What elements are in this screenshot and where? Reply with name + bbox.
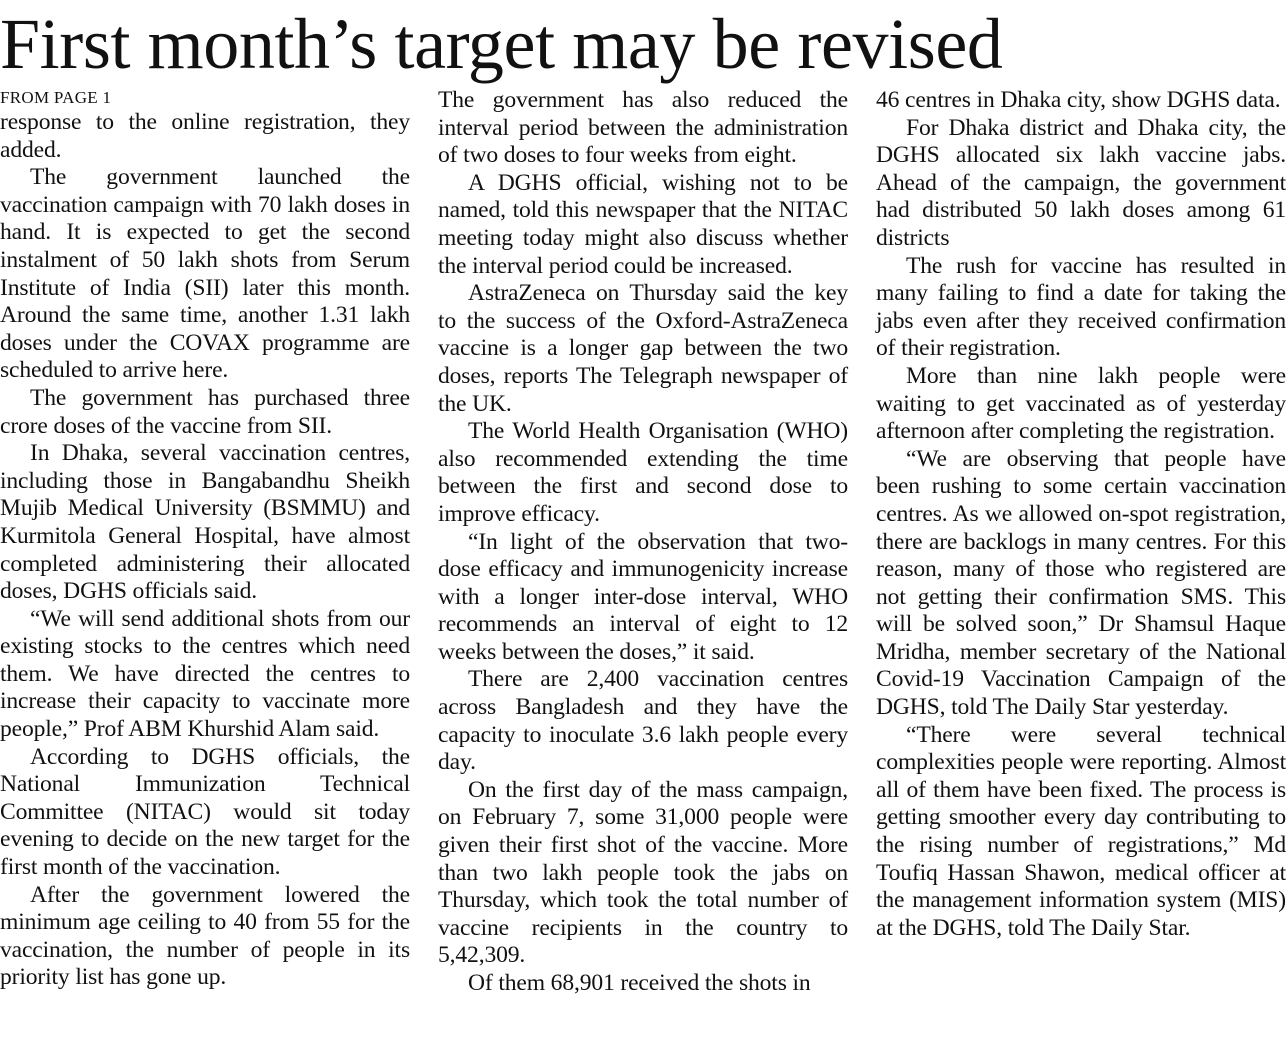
- paragraph: AstraZeneca on Thursday said the key to the success of the Oxford-AstraZeneca vaccine is a longer gap between the two doses, reports The Telegraph newspaper of the UK.: [438, 280, 848, 417]
- paragraph: The World Health Organisation (WHO) also recommended extending the time between the first and second dose to improve efficacy.: [438, 418, 848, 527]
- paragraph: There are 2,400 vaccination centres across Bangladesh and they have the capacity to inoculate 3.6 lakh people every day.: [438, 666, 848, 776]
- continued-from-label: FROM PAGE 1: [0, 88, 112, 107]
- paragraph: Of them 68,901 received the shots in: [468, 970, 811, 996]
- paragraph: The government launched the vaccination campaign with 70 lakh doses in hand. It is expected to get the second instalment of 50 lakh shots from Serum Institute of India (SII) later this month. Around the same time, another 1.31 lakh doses under the COVAX programme are scheduled to arrive here.: [0, 164, 410, 384]
- paragraph: The government has purchased three crore doses of the vaccine from SII.: [0, 384, 410, 439]
- paragraph: “We are observing that people have been rushing to some certain vaccination centres. As we allowed on-spot registration, there are backlogs in many centres. For this reason, many of those who registered are not getting their confirmation SMS. This will be solved soon,” Dr Shamsul Haque Mridha, member secretary of the National Covid-19 Vaccination Campaign of the DGHS, told The Daily Star yesterday.: [876, 445, 1286, 721]
- headline: First month’s target may be revised: [0, 4, 1003, 84]
- article-column-2: [438, 87, 848, 998]
- paragraph: A DGHS official, wishing not to be named, told this newspaper that the NITAC meeting today might also discuss whether the interval period could be increased.: [438, 169, 848, 279]
- paragraph: response to the online registration, they added.: [0, 109, 410, 163]
- paragraph: “There were several technical complexities people were reporting. Almost all of them have been fixed. The process is getting smoother every day contributing to the rising number of registrations,” Md Toufiq Hassan Shawon, medical officer at the management information system (MIS) at the DGHS, told The Daily Star.: [876, 721, 1286, 941]
- paragraph: According to DGHS officials, the National Immunization Technical Committee (NITAC) would sit today evening to decide on the new target for the first month of the vaccination.: [0, 743, 410, 881]
- paragraph: “In light of the observation that two-dose efficacy and immunogenicity increase with a longer inter-dose interval, WHO recommends an interval of eight to 12 weeks between the doses,” it said.: [438, 528, 848, 665]
- paragraph: In Dhaka, several vaccination centres, including those in Bangabandhu Sheikh Mujib Medical University (BSMMU) and Kurmitola General Hospital, have almost completed administering their allocated doses, DGHS officials said.: [0, 440, 410, 605]
- article-column-1: [0, 87, 410, 992]
- paragraph: For Dhaka district and Dhaka city, the DGHS allocated six lakh vaccine jabs. Ahead of the campaign, the government had distributed 50 lakh doses among 61 districts: [876, 114, 1286, 251]
- paragraph: More than nine lakh people were waiting to get vaccinated as of yesterday afternoon after completing the registration.: [876, 362, 1286, 445]
- paragraph: The government has also reduced the interval period between the administration of two doses to four weeks from eight.: [438, 87, 848, 169]
- paragraph: 46 centres in Dhaka city, show DGHS data.: [876, 87, 1281, 113]
- paragraph: “We will send additional shots from our existing stocks to the centres which need them. We have directed the centres to increase their capacity to vaccinate more people,” Prof ABM Khurshid Alam said.: [0, 605, 410, 743]
- paragraph: After the government lowered the minimum age ceiling to 40 from 55 for the vaccination, the number of people in its priority list has gone up.: [0, 881, 410, 991]
- paragraph: On the first day of the mass campaign, on February 7, some 31,000 people were given their first shot of the vaccine. More than two lakh people took the jabs on Thursday, which took the total number of vaccine recipients in the country to 5,42,309.: [438, 776, 848, 969]
- paragraph: The rush for vaccine has resulted in many failing to find a date for taking the jabs even after they received confirmation of their registration.: [876, 252, 1286, 362]
- article-column-3: [876, 87, 1286, 942]
